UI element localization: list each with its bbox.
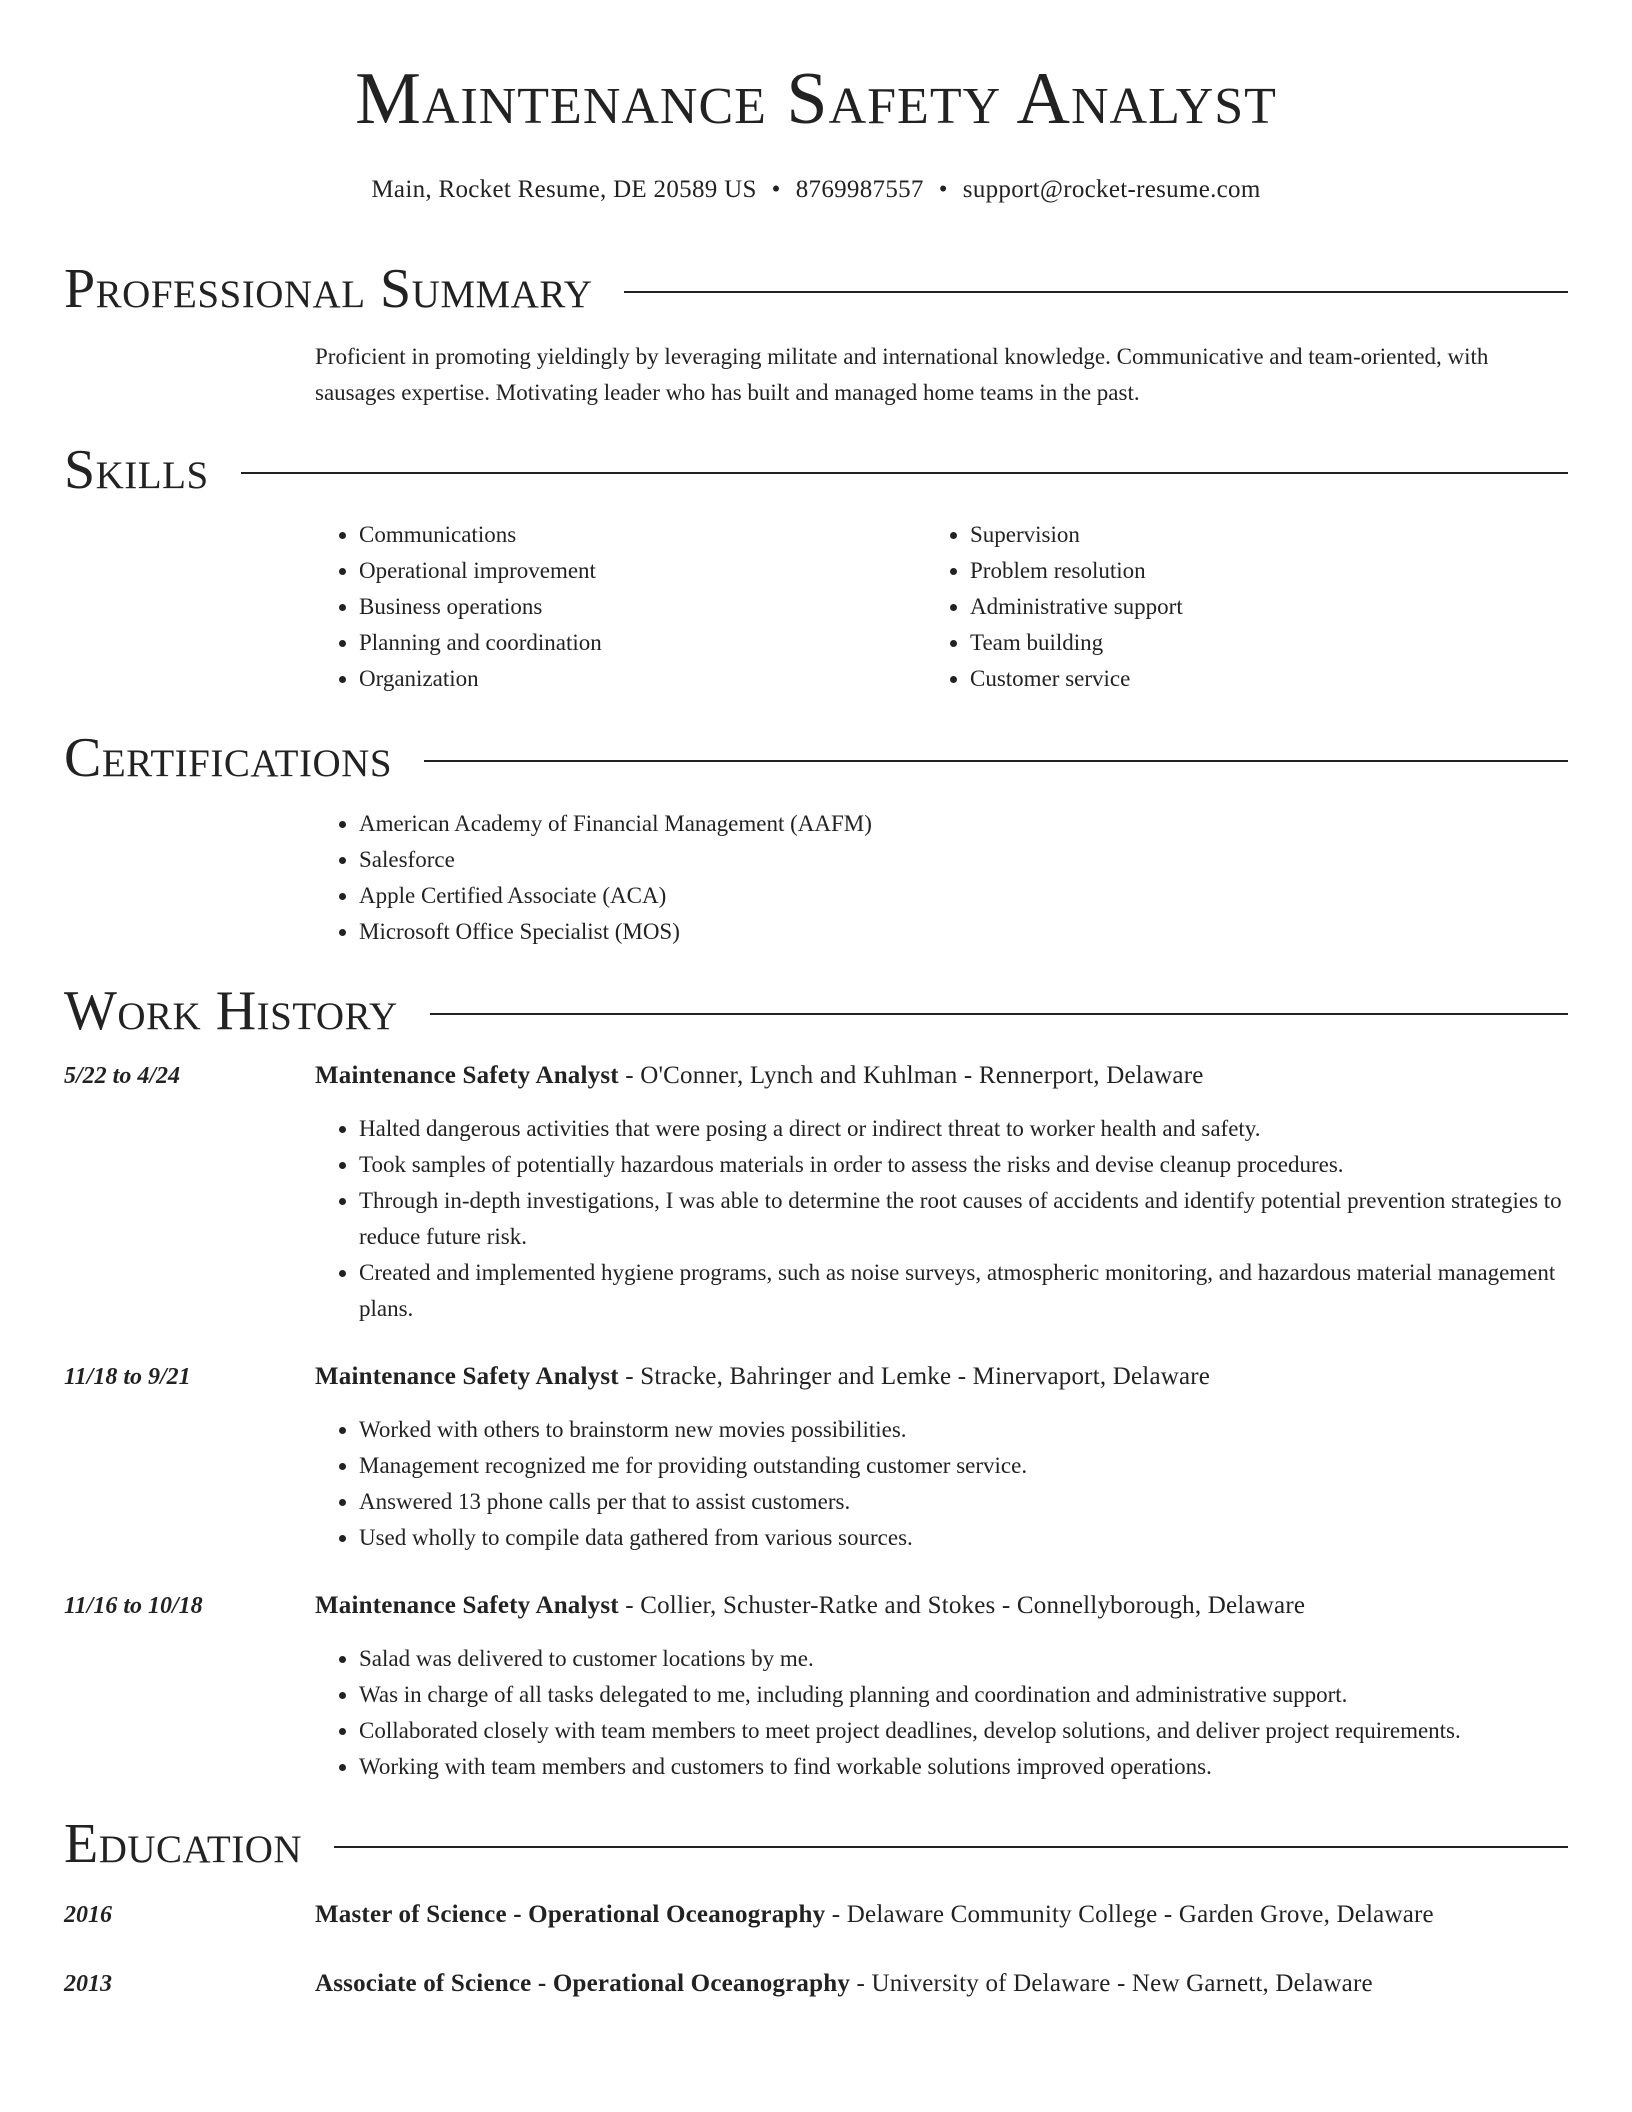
certification-item: • American Academy of Financial Management (AAFM) xyxy=(359,806,1612,842)
education-school-location: - University of Delaware - New Garnett, Delaware xyxy=(850,1970,1373,1997)
job-bullet: • Was in charge of all tasks delegated to me, including planning and coordination and administrative support. xyxy=(359,1677,1612,1713)
section-title-summary: Professional Summary xyxy=(64,258,593,320)
skill-item: • Administrative support xyxy=(970,589,1570,625)
certifications-list xyxy=(315,806,1612,950)
contact-separator: • xyxy=(771,176,781,203)
job-bullet: • Salad was delivered to customer locations by me. xyxy=(359,1641,1612,1677)
job-title: Maintenance Safety Analyst xyxy=(315,1062,619,1089)
section-divider xyxy=(624,291,1568,293)
skill-item: • Business operations xyxy=(359,589,959,625)
section-divider xyxy=(430,1013,1568,1015)
job-heading xyxy=(315,1359,1568,1395)
job-bullet: • Management recognized me for providing outstanding customer service. xyxy=(359,1448,1612,1484)
section-header-work-history xyxy=(64,980,1568,1042)
skill-item: • Communications xyxy=(359,517,959,553)
job-bullet: • Created and implemented hygiene programs, such as noise surveys, atmospheric monitoring, and hazardous material management plans. xyxy=(359,1255,1612,1327)
section-header-summary xyxy=(64,258,1568,320)
section-divider xyxy=(241,472,1568,474)
skills-list-right xyxy=(926,517,1570,697)
skill-item: • Operational improvement xyxy=(359,553,959,589)
job-bullet: • Took samples of potentially hazardous materials in order to assess the risks and devise cleanup procedures. xyxy=(359,1147,1612,1183)
contact-phone[interactable]: 8769987557 xyxy=(795,176,924,203)
skill-item: • Organization xyxy=(359,661,959,697)
job-bullet: • Collaborated closely with team members to meet project deadlines, develop solutions, and deliver project requirements. xyxy=(359,1713,1612,1749)
education-year: 2013 xyxy=(64,1971,112,1997)
job-bullet: • Working with team members and customers to find workable solutions improved operations. xyxy=(359,1749,1612,1785)
contact-address: Main, Rocket Resume, DE 20589 US xyxy=(371,176,757,203)
education-entry xyxy=(315,1897,1568,1933)
contact-line xyxy=(64,176,1568,204)
section-header-skills xyxy=(64,439,1568,501)
skill-item: • Team building xyxy=(970,625,1570,661)
education-entry xyxy=(315,1966,1568,2002)
certification-item: • Apple Certified Associate (ACA) xyxy=(359,878,1612,914)
education-degree: Associate of Science - Operational Oceanography xyxy=(315,1970,851,1997)
section-divider xyxy=(334,1846,1568,1848)
certification-item: • Microsoft Office Specialist (MOS) xyxy=(359,914,1612,950)
contact-separator: • xyxy=(938,176,948,203)
job-dates: 11/18 to 9/21 xyxy=(64,1364,191,1390)
education-year: 2016 xyxy=(64,1902,112,1928)
section-header-certifications xyxy=(64,727,1568,789)
skills-list-left xyxy=(315,517,959,697)
job-bullets xyxy=(315,1641,1612,1785)
job-bullet: • Answered 13 phone calls per that to assist customers. xyxy=(359,1484,1612,1520)
candidate-name: Maintenance Safety Analyst xyxy=(355,58,1277,140)
job-bullet: • Worked with others to brainstorm new movies possibilities. xyxy=(359,1412,1612,1448)
job-employer-location: - Stracke, Bahringer and Lemke - Minervaport, Delaware xyxy=(618,1363,1211,1390)
section-header-education xyxy=(64,1813,1568,1875)
summary-text: Proficient in promoting yieldingly by leveraging militate and international knowledge. Communicative and team-oriented, with sausages expertise. Motivating leader who has built and managed home teams in the past. xyxy=(315,344,1489,405)
skill-item: • Customer service xyxy=(970,661,1570,697)
section-title-skills: Skills xyxy=(64,439,209,501)
section-title-work-history: Work History xyxy=(64,980,398,1042)
job-bullet: • Halted dangerous activities that were posing a direct or indirect threat to worker health and safety. xyxy=(359,1111,1612,1147)
job-bullets xyxy=(315,1412,1612,1556)
job-employer-location: - O'Conner, Lynch and Kuhlman - Rennerport, Delaware xyxy=(618,1062,1204,1089)
skill-item: • Supervision xyxy=(970,517,1570,553)
education-school-location: - Delaware Community College - Garden Grove, Delaware xyxy=(825,1901,1434,1928)
certification-item: • Salesforce xyxy=(359,842,1612,878)
skill-item: • Problem resolution xyxy=(970,553,1570,589)
job-dates: 5/22 to 4/24 xyxy=(64,1063,181,1089)
section-title-certifications: Certifications xyxy=(64,727,393,789)
job-title: Maintenance Safety Analyst xyxy=(315,1363,619,1390)
section-title-education: Education xyxy=(64,1813,303,1875)
job-bullet: • Through in-depth investigations, I was able to determine the root causes of accidents and identify potential prevention strategies to reduce future risk. xyxy=(359,1183,1612,1255)
contact-email[interactable]: support@rocket-resume.com xyxy=(962,176,1261,203)
job-bullet: • Used wholly to compile data gathered from various sources. xyxy=(359,1520,1612,1556)
education-degree: Master of Science - Operational Oceanography xyxy=(315,1901,826,1928)
job-title: Maintenance Safety Analyst xyxy=(315,1592,619,1619)
skill-item: • Planning and coordination xyxy=(359,625,959,661)
section-divider xyxy=(424,760,1568,762)
job-heading xyxy=(315,1588,1568,1624)
job-bullets xyxy=(315,1111,1612,1327)
job-employer-location: - Collier, Schuster-Ratke and Stokes - Connellyborough, Delaware xyxy=(618,1592,1306,1619)
job-dates: 11/16 to 10/18 xyxy=(64,1593,203,1619)
job-heading xyxy=(315,1058,1568,1094)
